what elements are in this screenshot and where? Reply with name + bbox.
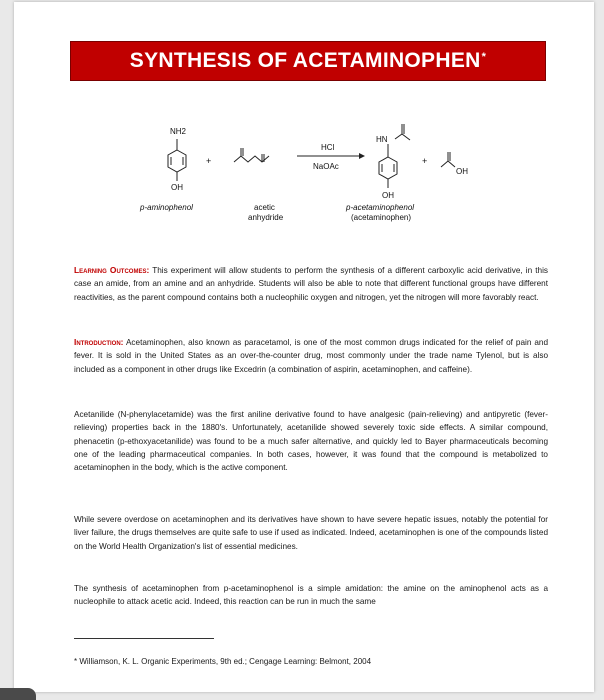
introduction-text: Acetaminophen, also known as paracetamol, is one of the most common drugs indicated for the relief of pain and fever. It is sold in the United States as an over-the-counter drug, most commonly under the trade name Tylenol, but is also included as a component in other drugs like Excedrin (a combination of aspirin, acetaminophen, and caffeine). — [74, 338, 548, 374]
title-footnote-mark: * — [481, 51, 487, 63]
document-page — [14, 2, 594, 692]
reaction-scheme — [114, 112, 514, 242]
learning-outcomes-text: This experiment will allow students to perform the synthesis of a different carboxylic acid derivative, in this case an amide, from an amine and an anhydride. Students will also be able to note that different functional groups have different reactivities, as the parent compound contains both a nucleophilic oxygen and nitrogen, yet the nitrogen will more favorably react. — [74, 266, 548, 302]
hydroxyl-label: OH — [171, 183, 183, 192]
reactant2-name-line1: acetic — [254, 203, 275, 212]
product1-name-line2: (acetaminophen) — [351, 213, 412, 222]
introduction-paragraph — [74, 336, 548, 376]
plus-sign: + — [206, 156, 212, 166]
acetic-acid-oh-label: OH — [456, 167, 468, 176]
product1-name-line1: p-acetaminophenol — [346, 203, 415, 212]
acetaminophen-structure — [379, 124, 410, 188]
acetanilide-paragraph: Acetanilide (N-phenylacetamide) was the first aniline derivative found to have analgesic (pain-relieving) and antipyretic (fever-relieving) properties back in the 1880's. Unfortunately, acetanilide showed severely toxic side effects. A similar compound, phenacetin (p-ethoxyacetanilide) was found to be a much safer alternative, and quickly led to Bayer pharmaceuticals becoming one of the leading pharmaceutical companies. In both cases, however, it was found that the compound is metabolized to acetaminophen in the body, which is the active component. — [74, 410, 548, 473]
reactant2-name-line2: anhydride — [248, 213, 284, 222]
arrow-head — [359, 153, 365, 159]
p-aminophenol-structure — [168, 139, 186, 181]
overdose-paragraph: While severe overdose on acetaminophen and its derivatives have shown to have severe hepatic issues, notably the potential for liver failure, the drugs themselves are quite safe to use if used as indicated. Indeed, acetaminophen is one of the compounds listed on the World Health Organization's list of essential medicines. — [74, 515, 548, 551]
footnote-divider — [74, 638, 214, 639]
footnote-citation: * Williamson, K. L. Organic Experiments, 9th ed.; Cengage Learning: Belmont, 2004 — [74, 657, 372, 666]
learning-outcomes-heading: Learning Outcomes: — [74, 265, 150, 275]
reagent-naoac: NaOAc — [313, 162, 339, 171]
learning-outcomes-paragraph — [74, 264, 548, 304]
acetic-acid-structure — [441, 152, 455, 167]
product-hydroxyl-label: OH — [382, 191, 394, 200]
introduction-heading: Introduction: — [74, 337, 124, 347]
amide-nh-label: HN — [376, 135, 388, 144]
acetic-anhydride-structure — [234, 148, 269, 162]
reactant1-name: p-aminophenol — [140, 203, 193, 212]
synthesis-paragraph: The synthesis of acetaminophen from p-acetaminophenol is a simple amidation: the amine on the aminophenol acts as a nucleophile to attack acetic acid. Indeed, this reaction can be run in much the same — [74, 584, 548, 607]
page-title: SYNTHESIS OF ACETAMINOPHEN — [129, 49, 481, 72]
plus-sign-2: + — [422, 156, 428, 166]
reagent-hcl: HCl — [321, 143, 335, 152]
title-banner — [70, 41, 546, 81]
amine-label: NH2 — [170, 127, 187, 136]
window-corner — [0, 688, 36, 700]
